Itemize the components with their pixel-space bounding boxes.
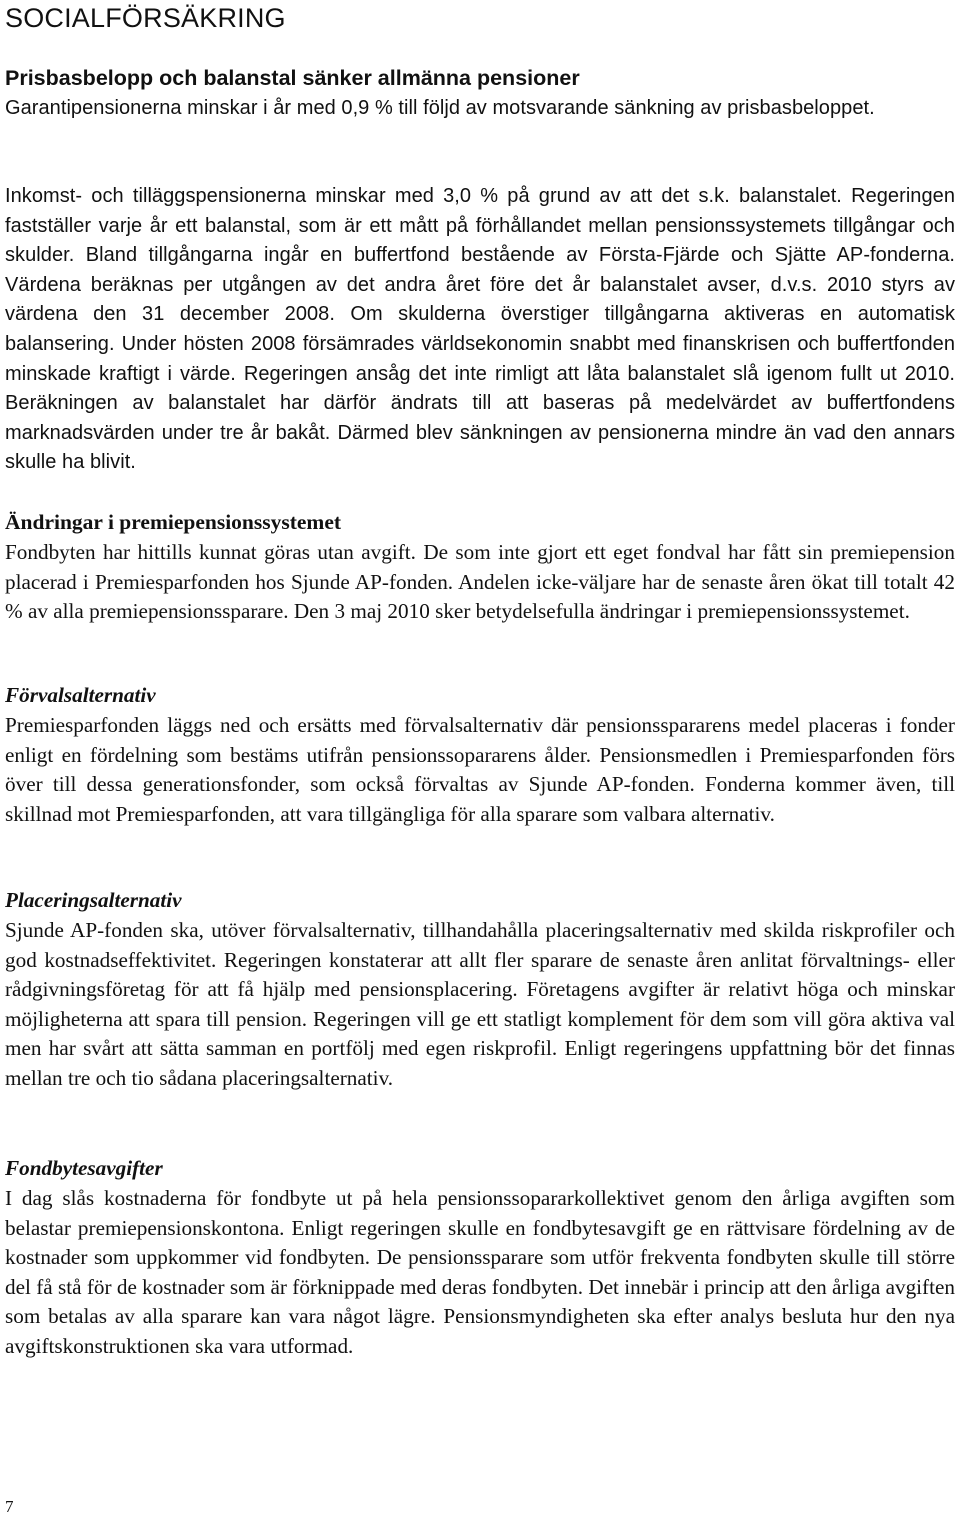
heading-prisbasbelopp: Prisbasbelopp och balanstal sänker allmänna pensioner (5, 66, 580, 90)
paragraph-forvalsalternativ: Premiesparfonden läggs ned och ersätts med förvalsalternativ där pensionsspararens medel placeras i fonder enligt en fördelning som bestäms utifrån pensionssopararens ålder. Pensionsmedlen i Premiesparfonden förs över till dessa generationsfonder, som också förvaltas av Sjunde AP-fonden. Fonderna kommer även, till skillnad mot Premiesparfonden, att vara tillgängliga för alla sparare som valbara alternativ. (5, 713, 955, 826)
paragraph-premiepension: Fondbyten har hittills kunnat göras utan avgift. De som inte gjort ett eget fondval har fått sin premiepension placerad i Premiesparfonden hos Sjunde AP-fonden. Andelen icke-väljare har de senaste åren ökat till totalt 42 % av alla premiepensionssparare. Den 3 maj 2010 sker betydelsefulla ändringar i premiepensionssystemet. (5, 540, 955, 624)
paragraph-inkomstpension: Inkomst- och tilläggspensionerna minskar med 3,0 % på grund av att det s.k. balanstalet. Regeringen fastställer varje år ett balanstal, som är ett mått på förhållandet mellan pensionssystemets tillgångar och skulder. Bland tillgångarna ingår en buffertfond bestående av Första-Fjärde och Sjätte AP-fonderna. Värdena beräknas per utgången av det andra året före det år balanstalet avser, d.v.s. 2010 styrs av värdena den 31 december 2008. Om skulderna överstiger tillgångarna aktiveras en automatisk balansering. Under hösten 2008 försämrades världsekonomin snabbt med finanskrisen och buffertfonden minskade kraftigt i värde. Regeringen ansåg det inte rimligt att låta balanstalet slå igenom fullt ut 2010. Beräkningen av balanstalet har därför ändrats till att baseras på medelvärdet av buffertfondens marknadsvärden under tre år bakåt. Därmed blev sänkningen av pensionerna mindre än vad den annars skulle ha blivit. (5, 185, 955, 474)
paragraph-fondbytesavgifter: I dag slås kostnaderna för fondbyte ut på hela pensionssopararkollektivet genom den årliga avgiften som belastar premiepensionskontona. Enligt regeringen skulle en fondbytesavgift ge en rättvisare fördelning av de kostnader som uppkommer vid fondbyten. De pensionssparare som utför frekventa fondbyten skulle till större del få stå för de kostnader som är förknippade med deras fondbyten. Det innebär i princip att den årliga avgiften som betalas av alla sparare kan vara något lägre. Pensionsmyndigheten ska efter analys besluta hur den nya avgiftskonstruktionen ska vara utformad. (5, 1186, 955, 1358)
subheading-fondbytesavgifter: Fondbytesavgifter (5, 1156, 163, 1180)
section-title: SOCIALFÖRSÄKRING (5, 3, 286, 33)
paragraph-garantipension: Garantipensionerna minskar i år med 0,9 % till följd av motsvarande sänkning av prisbasbeloppet. (5, 97, 875, 119)
subheading-forvalsalternativ: Förvalsalternativ (5, 683, 156, 707)
paragraph-placeringsalternativ: Sjunde AP-fonden ska, utöver förvalsalternativ, tillhandahålla placeringsalternativ med skilda riskprofiler och god kostnadseffektivitet. Regeringen konstaterar att allt fler sparare de senaste åren anlitat förvaltnings- eller rådgivningsföretag för att få hjälp med pensionsplacering. Företagens avgifter är relativt höga och minskar möjligheterna att spara till pension. Regeringen vill ge ett statligt komplement för dem som vill göra aktiva val men har svårt att sätta samman en portfölj med egen riskprofil. Enligt regeringens uppfattning bör det finnas mellan tre och tio sådana placeringsalternativ. (5, 918, 955, 1090)
subheading-placeringsalternativ: Placeringsalternativ (5, 888, 182, 912)
heading-premiepension: Ändringar i premiepensionssystemet (5, 510, 342, 534)
page-number: 7 (5, 1497, 14, 1516)
